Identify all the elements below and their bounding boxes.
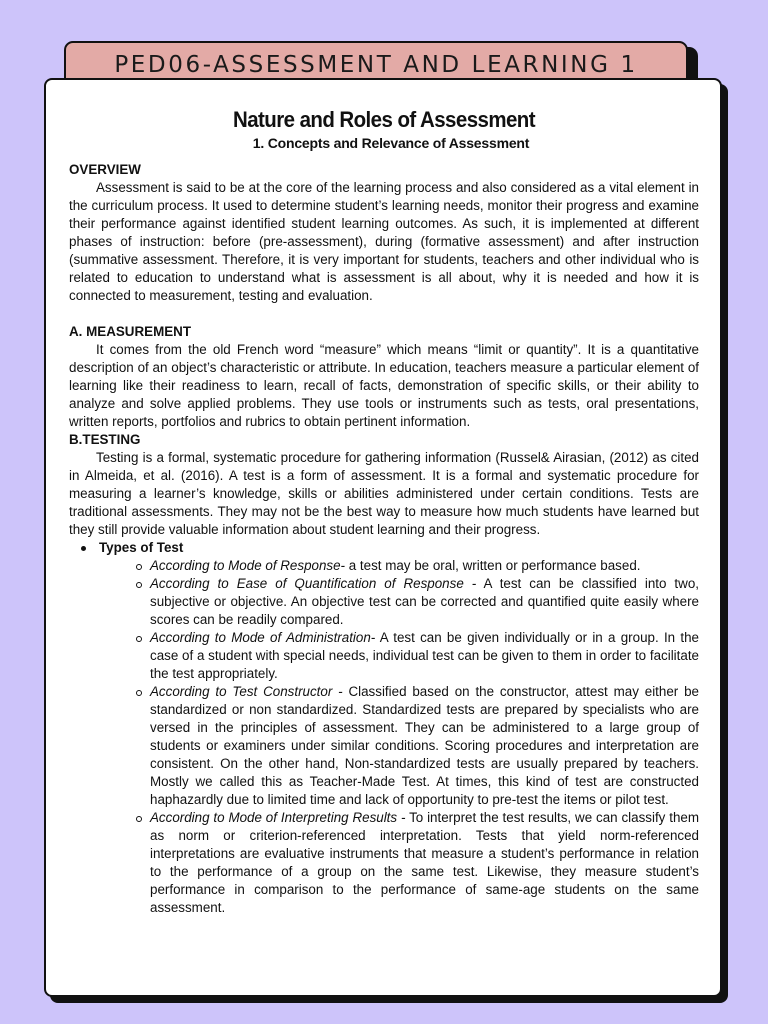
type-description: A test can be classified into two, subjective or objective. An objective test can be corrected and quantified quite easily where scores can be readily compared. xyxy=(150,576,699,627)
type-description: To interpret the test results, we can classify them as norm or criterion-referenced interpretation. Tests that yield norm-referenced interpretations are evaluative instruments that measure a student’s performance in relation to the performance of a group on the same test. Likewise, they measure student’s performance in comparison to the performance of same-age students on the same assessment. xyxy=(150,810,699,915)
document-subtitle: 1. Concepts and Relevance of Assessment xyxy=(252,135,530,151)
measurement-heading: A. MEASUREMENT xyxy=(69,324,192,339)
type-term: According to Mode of Interpreting Results - xyxy=(150,810,406,825)
list-item xyxy=(99,557,699,575)
type-term: According to Mode of Response- xyxy=(150,558,346,573)
list-item xyxy=(99,575,699,629)
type-description: a test may be oral, written or performance based. xyxy=(345,558,641,573)
circle-bullet-icon xyxy=(136,582,142,588)
document-content xyxy=(69,106,699,917)
course-title: PED06-ASSESSMENT AND LEARNING 1 xyxy=(114,51,638,78)
list-item xyxy=(99,629,699,683)
section-spacer xyxy=(69,305,699,323)
testing-paragraph: Testing is a formal, systematic procedure for gathering information (Russel& Airasian, (2012) as cited in Almeida, et al. (2016). A test is a form of assessment. It is a formal and systematic procedure for measuring a learner’s knowledge, skills or abilities administered under certain conditions. Tests are traditional assessments. They may not be the best way to measure how much students have learned but they still provide valuable information about student learning and their progress. xyxy=(69,450,699,537)
types-sublist xyxy=(99,557,699,917)
list-item xyxy=(69,539,699,917)
measurement-paragraph: It comes from the old French word “measure” which means “limit or quantity”. It is a quantitative description of an object’s characteristic or attribute. In education, teachers measure a particular element of learning like their readiness to learn, recall of facts, demonstration of specific skills, or their ability to analyze and solve applied problems. They use tools or instruments such as tests, oral presentations, written reports, portfolios and rubrics to obtain pertinent information. xyxy=(69,342,699,429)
type-term: According to Mode of Administration- xyxy=(150,630,376,645)
types-heading: Types of Test xyxy=(99,540,184,555)
bullet-icon xyxy=(81,546,86,551)
document-title: Nature and Roles of Assessment xyxy=(232,107,535,132)
testing-heading: B.TESTING xyxy=(69,432,141,447)
list-item xyxy=(99,809,699,917)
circle-bullet-icon xyxy=(136,816,142,822)
circle-bullet-icon xyxy=(136,564,142,570)
types-list xyxy=(69,539,699,917)
type-term: According to Test Constructor - xyxy=(150,684,343,699)
overview-heading: OVERVIEW xyxy=(69,162,141,177)
list-item xyxy=(99,683,699,809)
overview-paragraph: Assessment is said to be at the core of the learning process and also considered as a vital element in the curriculum process. It used to determine student’s learning needs, monitor their progress and examine their performance against identified student learning outcomes. As such, it is implemented at different phases of instruction: before (pre-assessment), during (formative assessment) and after instruction (summative assessment. Therefore, it is very important for students, teachers and other individual who is related to education to understand what is assessment is all about, why it is needed and how it is connected to measurement, testing and evaluation. xyxy=(69,180,699,303)
circle-bullet-icon xyxy=(136,636,142,642)
type-description: A test can be given individually or in a group. In the case of a student with special needs, individual test can be given to them in order to facilitate the test appropriately. xyxy=(150,630,699,681)
type-description: Classified based on the constructor, attest may either be standardized or non standardized. Standardized tests are prepared by specialists who are versed in the principles of assessment. They can be administered to a large group of students or examiners under similar conditions. Scoring procedures and interpretation are consistent. On the other hand, Non-standardized tests are usually prepared by teachers. Mostly we called this as Teacher-Made Test. At times, this kind of test are constructed haphazardly due to limited time and lack of opportunity to pre-test the items or pilot test. xyxy=(150,684,699,807)
circle-bullet-icon xyxy=(136,690,142,696)
type-term: According to Ease of Quantification of Response - xyxy=(150,576,477,591)
